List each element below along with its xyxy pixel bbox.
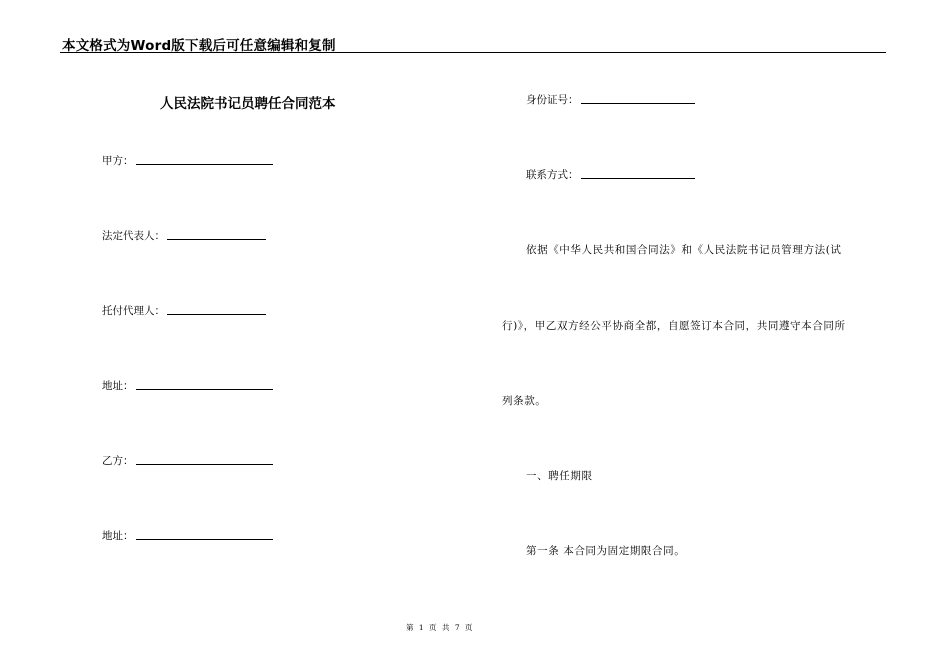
legal-representative-field (102, 227, 266, 243)
document-header-text: 本文格式为Word版下载后可任意编辑和复制 (62, 38, 336, 54)
id-number-label: 身份证号： (526, 94, 579, 106)
legal-representative-blank-line (167, 239, 266, 240)
id-number-blank-line (581, 103, 695, 104)
document-title: 人民法院书记员聘任合同范本 (160, 96, 336, 112)
contact-blank-line (581, 178, 695, 179)
legal-representative-label: 法定代表人： (102, 230, 165, 242)
article-1-text: 第一条 本合同为固定期限合同。 (526, 545, 686, 557)
header-divider (60, 52, 886, 53)
contact-field (526, 166, 695, 182)
party-a-address-field (102, 377, 273, 393)
party-a-field (102, 152, 273, 168)
party-b-address-label: 地址： (102, 530, 134, 542)
party-b-field (102, 452, 273, 468)
entrusted-agent-label: 托付代理人： (102, 305, 165, 317)
entrusted-agent-field (102, 302, 266, 318)
section-heading: 一、聘任期限 (526, 470, 593, 482)
party-a-address-blank-line (136, 389, 273, 390)
page-number-footer: 第 1 页 共 7 页 (406, 623, 474, 632)
paragraph-line-1: 依据《中华人民共和国合同法》和《人民法院书记员管理方法(试 (526, 244, 842, 256)
id-number-field (526, 91, 695, 107)
entrusted-agent-blank-line (167, 314, 266, 315)
paragraph-line-3: 列条款。 (502, 395, 547, 407)
party-b-blank-line (136, 464, 273, 465)
party-a-label: 甲方： (102, 155, 134, 167)
party-b-address-field (102, 527, 273, 543)
party-b-address-blank-line (136, 539, 273, 540)
party-a-blank-line (136, 164, 273, 165)
party-a-address-label: 地址： (102, 380, 134, 392)
contact-label: 联系方式： (526, 169, 579, 181)
party-b-label: 乙方： (102, 455, 134, 467)
paragraph-line-2: 行)》，甲乙双方经公平协商全都，自愿签订本合同，共同遵守本合同所 (502, 320, 846, 332)
